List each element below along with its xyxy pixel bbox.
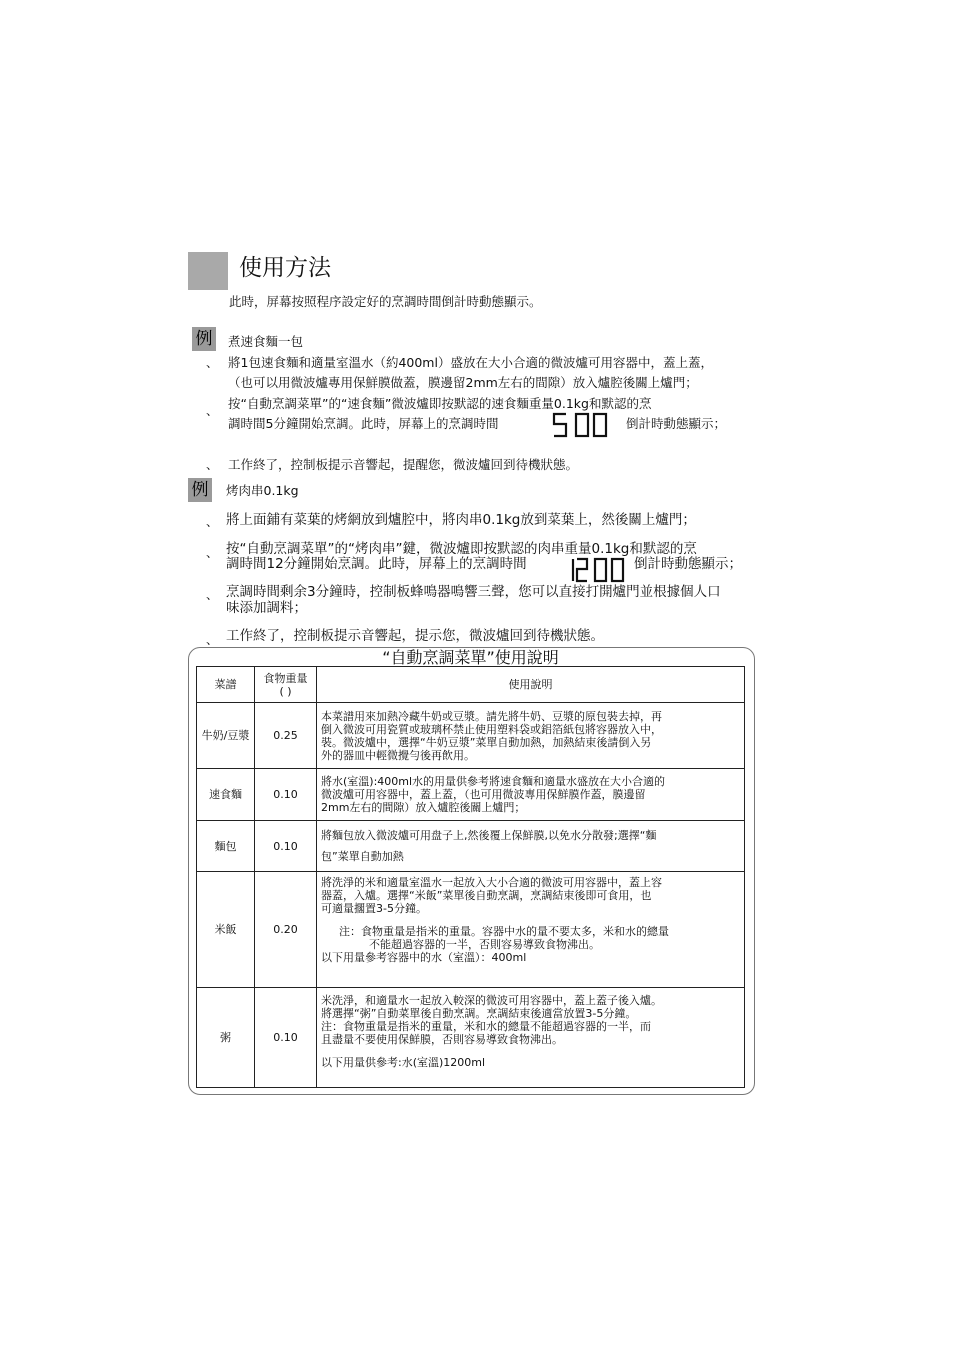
description-line: 注：食物重量是指米的重量，米和水的總量不能超過容器的一半，而: [321, 1020, 651, 1033]
example2-bullet-3: 、: [206, 588, 219, 602]
description-line: 器蓋，入爐。選擇“米飯”菜單後自動烹調，烹調結束後即可食用，也: [321, 889, 652, 902]
description-line: 可適量擱置3-5分鐘。: [321, 902, 427, 915]
example2-heading: 烤肉串0.1kg: [226, 483, 299, 498]
example2-step2-line1: 按“自動烹調菜單”的“烤肉串”鍵，微波爐即按默認的肉串重量0.1kg和默認的烹: [226, 541, 697, 557]
row-weight: 0.10: [255, 821, 317, 872]
example1-step2-line1: 按“自動烹調菜單”的“速食麵”微波爐即按默認的速食麵重量0.1kg和默認的烹: [228, 396, 652, 411]
description-line: 且盡量不要使用保鮮膜，否則容易導致食物沸出。: [321, 1033, 563, 1046]
lcd-display-5-00: [552, 412, 610, 438]
example1-step2-line2: 調時間5分鐘開始烹調。此時，屏幕上的烹調時間: [228, 416, 499, 431]
description-line: 裝。微波爐中，選擇“牛奶豆漿”菜單自動加熱，加熱結束後請倒入另: [321, 735, 652, 749]
table-row: [197, 703, 745, 769]
row-description: [317, 703, 745, 769]
header-weight-unit: ( ): [279, 684, 292, 698]
row-weight: 0.25: [255, 703, 317, 769]
row-description: [317, 988, 745, 1088]
example1-bullet-3: 、: [206, 458, 219, 472]
example1-step3: 工作終了，控制板提示音響起，提醒您，微波爐回到待機狀態。: [228, 457, 579, 472]
row-weight: 0.10: [255, 988, 317, 1088]
header-usage: 使用說明: [317, 667, 745, 703]
description-line: 將選擇“粥”自動菜單後自動烹調。烹調結束後適當放置3-5分鐘。: [321, 1007, 637, 1020]
description-line: 本菜譜用來加熱冷藏牛奶或豆漿。請先將牛奶、豆漿的原包裝去掉，再: [321, 709, 662, 723]
example2-bullet-4: 、: [206, 633, 219, 647]
row-dish: 粥: [197, 988, 255, 1088]
example2-step3-line2: 味添加調料；: [226, 600, 307, 616]
row-dish: 麵包: [197, 821, 255, 872]
row-dish: 米飯: [197, 872, 255, 988]
row-weight: 0.10: [255, 769, 317, 821]
header-weight: [255, 667, 317, 703]
section-marker: [188, 252, 228, 290]
section-title: 使用方法: [239, 255, 331, 281]
description-line: 2mm左右的間隙）放入爐腔後關上爐門；: [321, 801, 526, 814]
description-line: 將麵包放入微波爐可用盘子上,然後覆上保鮮膜,以免水分散發;選擇“麵: [321, 829, 657, 842]
example2-step3-line1: 烹調時間剩余3分鐘時，控制板蜂鳴器鳴響三聲，您可以直接打開爐門並根據個人口: [226, 584, 721, 600]
auto-menu-table: [196, 666, 745, 1088]
table-row: [197, 769, 745, 821]
example2-step2-countdown: 倒計時動態顯示；: [634, 556, 742, 572]
description-line: 米洗淨，和適量水一起放入較深的微波可用容器中，蓋上蓋子後入爐。: [321, 994, 662, 1007]
intro-text: 此時，屏幕按照程序設定好的烹調時間倒計時動態顯示。: [229, 294, 542, 309]
example1-step2-countdown: 倒計時動態顯示；: [626, 416, 727, 431]
example2-step4: 工作終了，控制板提示音響起，提示您，微波爐回到待機狀態。: [226, 628, 604, 644]
menu-table-title: “自動烹調菜單”使用說明: [382, 648, 559, 667]
table-header-row: [197, 667, 745, 703]
table-row: [197, 988, 745, 1088]
reference-amount: 以下用量參考容器中的水（室溫）：400ml: [321, 951, 527, 964]
description-line: 將洗淨的米和適量室溫水一起放入大小合適的微波可用容器中，蓋上容: [321, 876, 662, 889]
row-description: [317, 872, 745, 988]
example1-bullet-1: 、: [206, 356, 219, 370]
row-description: [317, 769, 745, 821]
row-description: [317, 821, 745, 872]
description-line: 倒入微波可用瓷質或玻璃杯禁止使用塑料袋或鋁箔紙包將容器放入中，: [321, 722, 662, 736]
description-line: 將水(室溫):400ml水的用量供參考將速食麵和適量水盛放在大小合適的: [321, 775, 666, 788]
header-weight-label: 食物重量: [263, 671, 308, 685]
example2-step2-line2: 調時間12分鐘開始烹調。此時，屏幕上的烹調時間: [226, 556, 527, 572]
example2-bullet-1: 、: [206, 515, 219, 529]
example1-heading: 煮速食麵一包: [228, 334, 304, 349]
description-line: 外的器皿中輕微攪勻後再飲用。: [321, 748, 475, 762]
example2-step1: 將上面鋪有菜葉的烤網放到爐腔中，將肉串0.1kg放到菜葉上，然後關上爐門；: [226, 512, 696, 528]
description-line: 包”菜單自動加熱: [321, 850, 404, 863]
row-dish: 速食麵: [197, 769, 255, 821]
header-dish: 菜譜: [197, 667, 255, 703]
example1-step1-line2: （也可以用微波爐專用保鮮膜做蓋，膜邊留2mm左右的間隙）放入爐腔後關上爐門；: [228, 375, 698, 390]
row-dish: 牛奶/豆漿: [197, 703, 255, 769]
lcd-display-12-00: [569, 557, 627, 583]
example1-badge: 例: [192, 327, 216, 351]
reference-amount: 以下用量供參考:水(室溫)1200ml: [321, 1056, 486, 1069]
table-row: [197, 821, 745, 872]
description-line: 微波爐可用容器中，蓋上蓋，（也可用微波專用保鮮膜作蓋，膜邊留: [321, 788, 646, 801]
example1-bullet-2: 、: [206, 404, 219, 418]
example2-badge: 例: [188, 478, 212, 502]
note-line: 不能超過容器的一半，否則容易導致食物沸出。: [369, 938, 600, 951]
example2-bullet-2: 、: [206, 546, 219, 560]
note-line: 注：食物重量是指米的重量。容器中水的量不要太多，米和水的總量: [339, 925, 669, 938]
row-weight: 0.20: [255, 872, 317, 988]
example1-step1-line1: 將1包速食麵和適量室溫水（約400ml）盛放在大小合適的微波爐可用容器中，蓋上蓋，: [228, 355, 713, 370]
table-row: [197, 872, 745, 988]
